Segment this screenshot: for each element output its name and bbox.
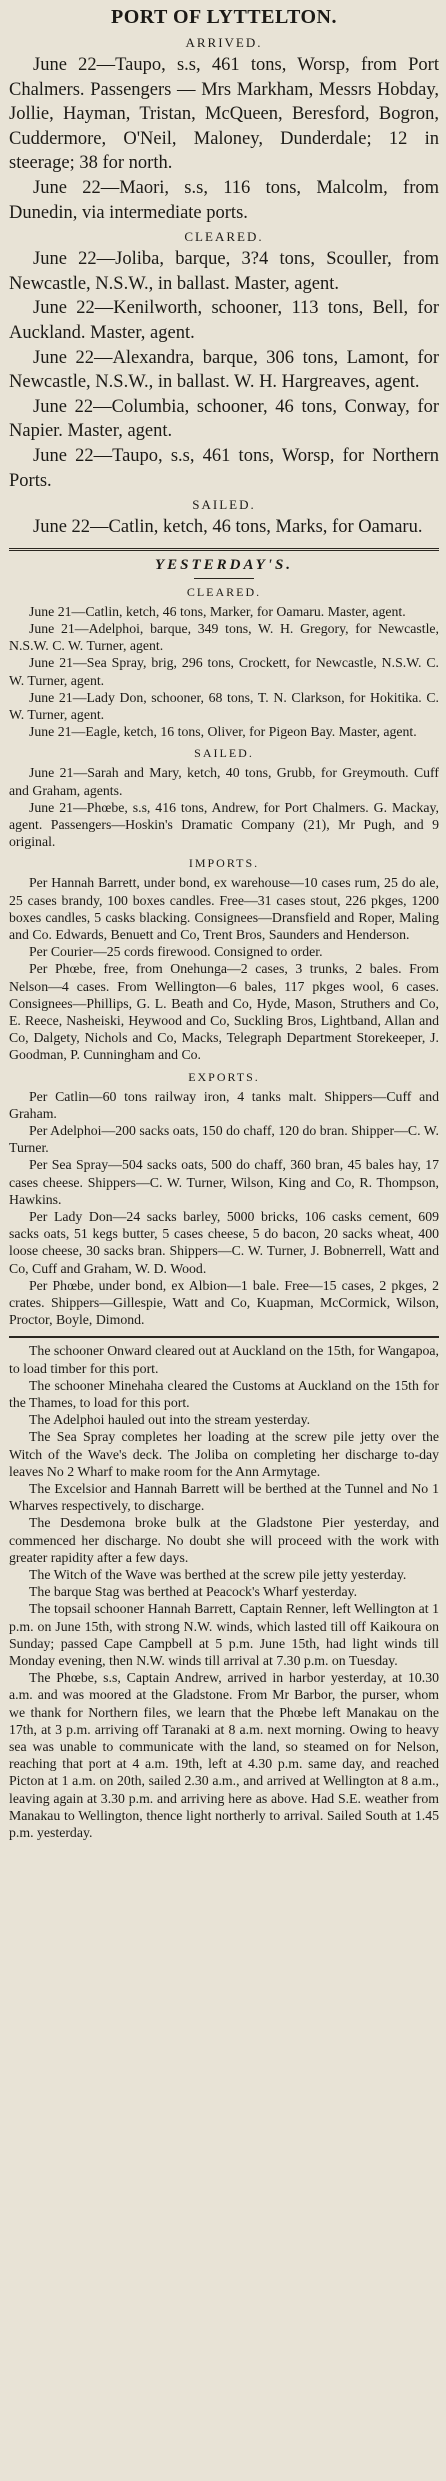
yesterday-cleared-entry: June 21—Sea Spray, brig, 296 tons, Crockett, for Newcastle, N.S.W. C. W. Turner, agent. xyxy=(9,655,439,688)
page-title: PORT OF LYTTELTON. xyxy=(111,6,337,28)
cleared-entry: June 22—Kenilworth, schooner, 113 tons, Bell, for Auckland. Master, agent. xyxy=(9,298,439,343)
cleared-entry: June 22—Alexandra, barque, 306 tons, Lamont, for Newcastle, N.S.W., in ballast. W. H. Hargreaves, agent. xyxy=(9,347,439,393)
cleared-entry: June 22—Joliba, barque, 3?4 tons, Scouller, from Newcastle, N.S.W., in ballast. Master, agent. xyxy=(9,249,439,294)
cleared-entry: June 22—Columbia, schooner, 46 tons, Conway, for Napier. Master, agent. xyxy=(9,396,439,442)
cleared-heading: CLEARED. xyxy=(184,229,264,245)
shipping-news-paragraph: The Sea Spray completes her loading at the screw pile jetty over the Witch of the Wave's deck. The Joliba on completing her discharge to-day leaves No 2 Wharf to make room for the Ann Armytage. xyxy=(9,1429,439,1479)
yesterday-heading: YESTERDAY'S. xyxy=(154,556,294,573)
yesterday-sailed-heading: SAILED. xyxy=(194,746,254,761)
arrival-entry: June 22—Taupo, s.s, 461 tons, Worsp, from Port Chalmers. Passengers — Mrs Markham, Messrs Hobday, Jollie, Hayman, Tristan, McQueen, Beresford, Bogron, Cuddermore, O'Neil, Maloney, Dunderdale; 12 in steerage; 38 for north. xyxy=(9,55,439,174)
shipping-news-paragraph: The Witch of the Wave was berthed at the screw pile jetty yesterday. xyxy=(29,1567,407,1583)
yesterday-sailed-entry: June 21—Sarah and Mary, ketch, 40 tons, Grubb, for Greymouth. Cuff and Graham, agents. xyxy=(9,765,439,798)
yesterday-cleared-heading: CLEARED. xyxy=(186,584,262,599)
export-entry: Per Sea Spray—504 sacks oats, 500 do chaff, 360 bran, 45 bales hay, 17 cases cheese. Shippers—C. W. Turner, Wilson, King and Co, R. Thompson, Hawkins. xyxy=(9,1157,439,1207)
export-entry: Per Adelphoi—200 sacks oats, 150 do chaff, 120 do bran. Shipper—C. W. Turner. xyxy=(9,1122,439,1156)
import-entry: Per Phœbe, free, from Onehunga—2 cases, 3 trunks, 2 bales. From Nelson—4 cases. From Wellington—6 bales, 117 pkges wool, 6 cases. Consignees—Phillips, G. L. Beath and Co, Hyde, Mason, Struthers and Co, E. Reece, Nasheiski, Heywood and Co, Suckling Bros, Lightband, Allan and Co, Dalgety, Nichols and Co, Macks, Telegraph Department Storekeeper, J. Goodman, P. Cunningham and Co. xyxy=(9,961,439,1063)
cleared-entry: June 22—Taupo, s.s, 461 tons, Worsp, for Northern Ports. xyxy=(9,445,439,491)
shipping-news-paragraph: The schooner Onward cleared out at Auckland on the 15th, for Wangapoa, to load timber for this port. xyxy=(9,1343,439,1376)
sailed-heading: SAILED. xyxy=(192,497,256,513)
export-entry: Per Lady Don—24 sacks barley, 5000 bricks, 106 casks cement, 609 sacks oats, 51 kegs butter, 5 cases cheese, 5 do bacon, 20 sacks wheat, 400 loose cheese, 30 sacks bran. Shippers—C. W. Turner, J. Bobnerrell, Watt and Co, Cuff and Graham, W. D. Wood. xyxy=(9,1208,439,1276)
shipping-news-paragraph: The Excelsior and Hannah Barrett will be berthed at the Tunnel and No 1 Wharves respectively, to discharge. xyxy=(9,1481,439,1514)
export-entry: Per Phœbe, under bond, ex Albion—1 bale. Free—15 cases, 2 pkges, 2 crates. Shippers—Gillespie, Watt and Co, Kuapman, McCormick, Wilson, Proctor, Boyle, Dimond. xyxy=(9,1277,439,1328)
sailed-entry: June 22—Catlin, ketch, 46 tons, Marks, for Oamaru. xyxy=(33,517,423,538)
shipping-news-paragraph: The Phœbe, s.s, Captain Andrew, arrived in harbor yesterday, at 10.30 a.m. and was moored at the Gladstone. From Mr Barbor, the purser, whom we thank for Northern files, we learn that the Phœbe left Manakau on the 17th, at 3 p.m. arriving off Taranaki at 8 a.m. next morning. Owing to heavy sea was unable to communicate with the land, so steamed on for Nelson, reaching that port at 4 a.m. 19th, left at 4.30 p.m. same day, and reached Picton at 1 a.m. on 20th, sailed 2.30 a.m., and arrived at Wellington at 8 a.m., leaving again at 3.30 p.m. and arriving here as above. Had S.E. weather from Manakau to Wellington, thence light northerly to arrival. Sailed South at 1.45 p.m. yesterday. xyxy=(9,1670,439,1841)
section-divider xyxy=(9,1336,439,1338)
import-entry: Per Courier—25 cords firewood. Consigned to order. xyxy=(29,944,323,960)
heading-rule xyxy=(194,578,254,579)
yesterday-cleared-entry: June 21—Eagle, ketch, 16 tons, Oliver, for Pigeon Bay. Master, agent. xyxy=(29,724,417,740)
shipping-news-paragraph: The barque Stag was berthed at Peacock's Wharf yesterday. xyxy=(29,1584,358,1600)
yesterday-cleared-entry: June 21—Lady Don, schooner, 68 tons, T. N. Clarkson, for Hokitika. C. W. Turner, agent. xyxy=(9,689,439,722)
shipping-news-paragraph: The Adelphoi hauled out into the stream yesterday. xyxy=(29,1412,311,1428)
imports-heading: IMPORTS. xyxy=(188,856,260,871)
yesterday-sailed-entry: June 21—Phœbe, s.s, 416 tons, Andrew, for Port Chalmers. G. Mackay, agent. Passengers—Hoskin's Dramatic Company (21), Mr Pugh, and 9 original. xyxy=(9,799,439,850)
section-divider xyxy=(9,548,439,551)
yesterday-cleared-entry: June 21—Adelphoi, barque, 349 tons, W. H. Gregory, for Newcastle, N.S.W. C. W. Turner, agent. xyxy=(9,620,439,654)
exports-heading: EXPORTS. xyxy=(188,1069,260,1084)
shipping-news-paragraph: The Desdemona broke bulk at the Gladstone Pier yesterday, and commenced her discharge. No doubt she will proceed with the work with greater rapidity after a few days. xyxy=(9,1515,439,1565)
yesterday-cleared-entry: June 21—Catlin, ketch, 46 tons, Marker, for Oamaru. Master, agent. xyxy=(29,603,406,619)
export-entry: Per Catlin—60 tons railway iron, 4 tanks malt. Shippers—Cuff and Graham. xyxy=(9,1088,439,1121)
import-entry: Per Hannah Barrett, under bond, ex warehouse—10 cases rum, 25 do ale, 25 cases brandy, 100 boxes candles. Free—31 cases stout, 226 pkges, 1200 boxes candles, 5 casks blacking. Consignees—Dransfield and Roper, Maling and Co. Edwards, Benuett and Co, Trent Bros, Saunders and Henderson. xyxy=(9,875,439,942)
arrival-entry: June 22—Maori, s.s, 116 tons, Malcolm, from Dunedin, via intermediate ports. xyxy=(9,177,439,223)
arrived-heading: ARRIVED. xyxy=(185,35,263,50)
shipping-news-paragraph: The topsail schooner Hannah Barrett, Captain Renner, left Wellington at 1 p.m. on June 15th, with strong N.W. winds, which lasted till off Kaikoura on Sunday; passed Cape Campbell at 5 p.m. June 15th, had light winds till Monday evening, then N.W. winds till arrival at 7.30 p.m. on Tuesday. xyxy=(9,1601,439,1669)
shipping-news-paragraph: The schooner Minehaha cleared the Customs at Auckland on the 15th for the Thames, to load for this port. xyxy=(9,1377,439,1411)
